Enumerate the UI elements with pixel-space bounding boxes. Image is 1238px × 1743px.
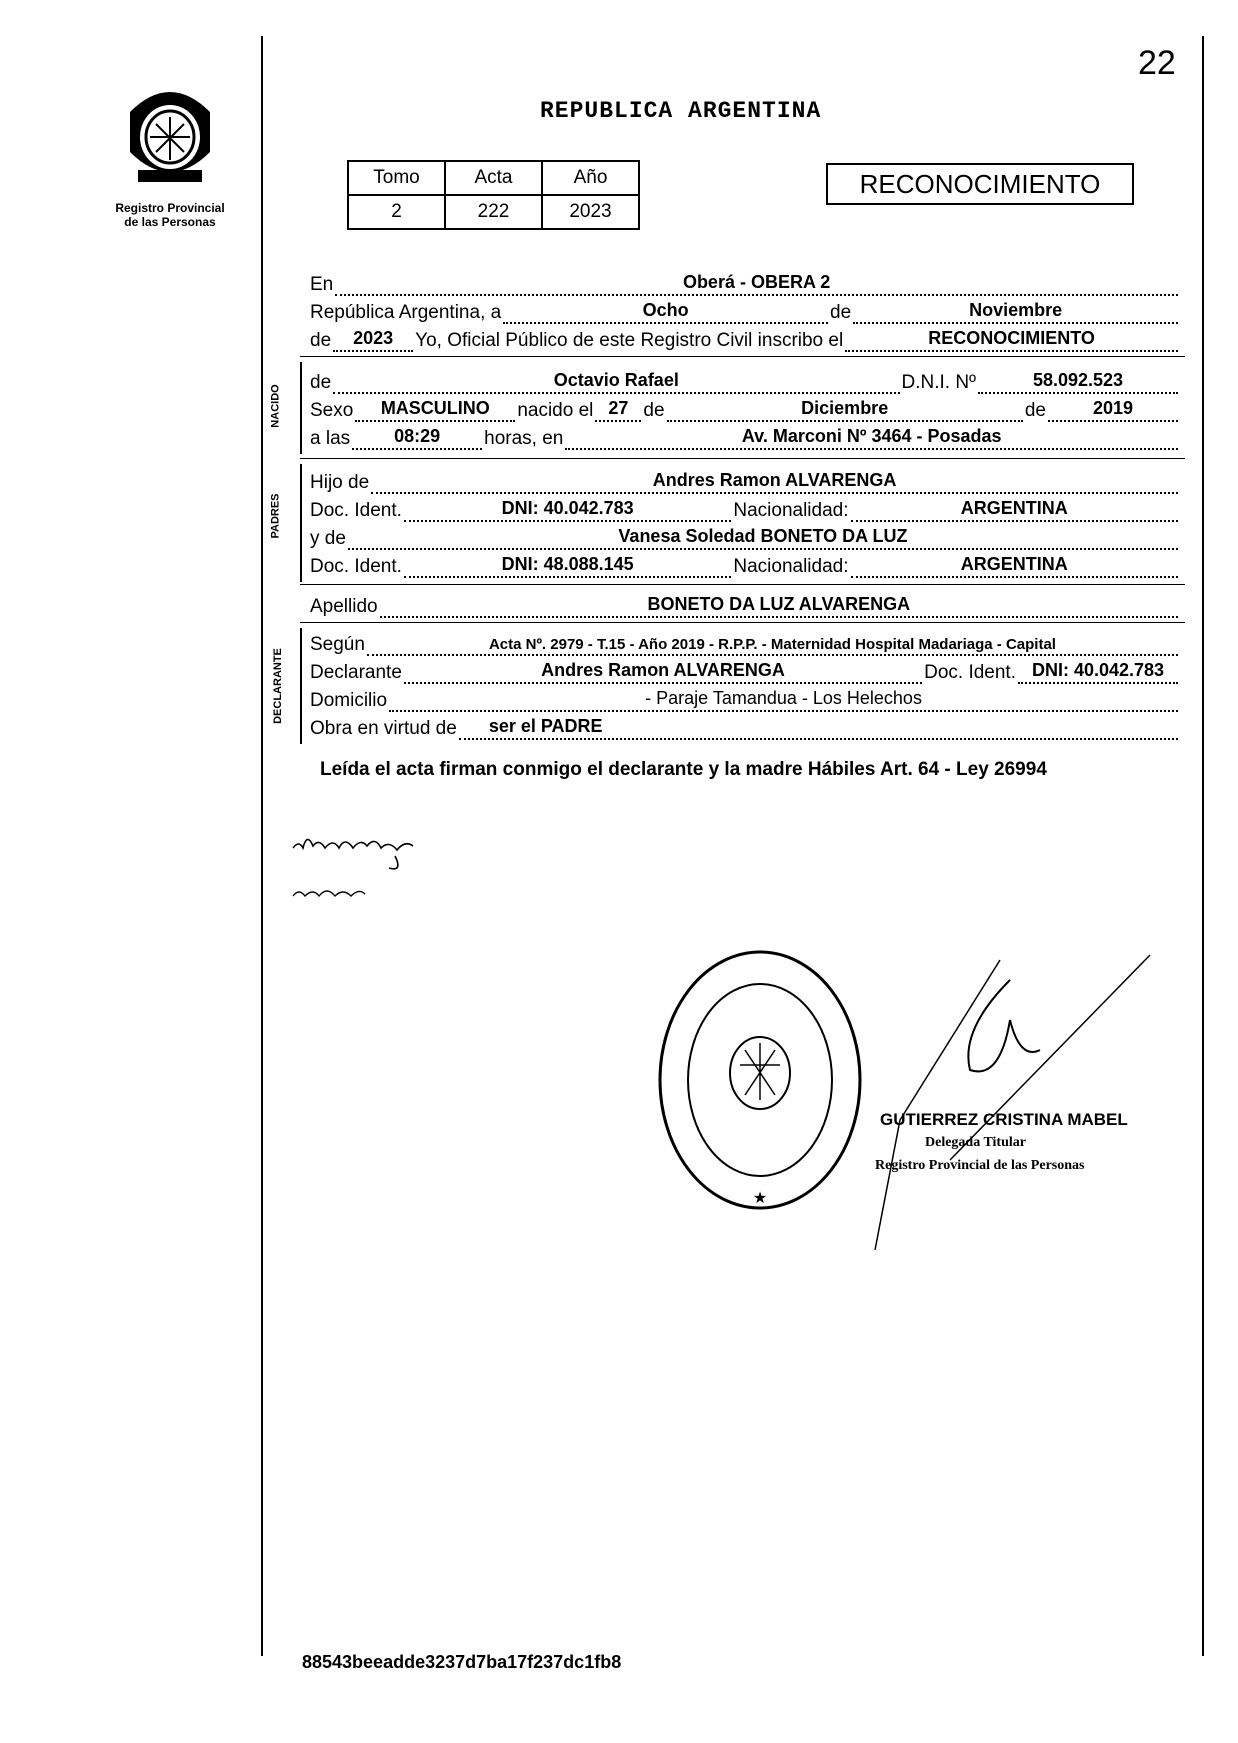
- section-declarante: DECLARANTE: [271, 648, 284, 724]
- row-declarante: [310, 656, 1180, 684]
- value-acta: 222: [445, 195, 542, 229]
- label-mother-nac: Nacionalidad:: [733, 556, 849, 577]
- value-year: 2023: [353, 328, 394, 348]
- divider-1: [300, 356, 1185, 357]
- label-en: En: [310, 274, 334, 295]
- value-place: Oberá - OBERA 2: [682, 272, 831, 292]
- value-birth-day: 27: [608, 398, 629, 418]
- value-mother: Vanesa Soledad BONETO DA LUZ: [618, 526, 908, 546]
- left-margin-line: [261, 36, 263, 1656]
- official-seal: [655, 945, 865, 1215]
- row-father-doc: [310, 494, 1180, 522]
- row-obra: [310, 712, 1180, 740]
- padres-bracket: [300, 464, 302, 582]
- signature-declarante: [285, 820, 485, 910]
- divider-4: [300, 622, 1185, 623]
- row-apellido: [310, 590, 1180, 618]
- label-domicilio: Domicilio: [310, 690, 388, 711]
- value-time: 08:29: [394, 426, 441, 446]
- value-birth-year: 2019: [1092, 398, 1134, 418]
- label-father-doc: Doc. Ident.: [310, 500, 402, 521]
- value-declarante-doc: DNI: 40.042.783: [1031, 660, 1165, 680]
- value-tomo: 2: [348, 195, 445, 229]
- label-de-2: de: [643, 400, 665, 421]
- divider-3: [300, 584, 1185, 585]
- label-de-nombre: de: [310, 372, 332, 393]
- value-obra: ser el PADRE: [488, 716, 603, 736]
- value-apellido: BONETO DA LUZ ALVARENGA: [647, 594, 911, 614]
- register-table: [347, 160, 640, 230]
- closing-note: Leída el acta firman conmigo el declarante y la madre Hábiles Art. 64 - Ley 26994: [320, 759, 1047, 780]
- label-a-las: a las: [310, 428, 351, 449]
- declarante-bracket: [300, 628, 302, 744]
- label-obra: Obra en virtud de: [310, 718, 457, 739]
- logo-caption-line-1: Registro Provincial: [115, 201, 225, 215]
- label-segun: Según: [310, 634, 365, 655]
- row-nacido-name: [310, 366, 1180, 394]
- header-ano: Año: [542, 161, 639, 195]
- row-nacido-hora: [310, 422, 1180, 450]
- label-father-nac: Nacionalidad:: [733, 500, 849, 521]
- official-office: Registro Provincial de las Personas: [875, 1158, 1085, 1173]
- act-type-box: RECONOCIMIENTO: [826, 163, 1134, 205]
- row-fecha: [310, 296, 1180, 324]
- label-declarante-doc: Doc. Ident.: [924, 662, 1016, 683]
- value-father-nac: ARGENTINA: [960, 498, 1068, 518]
- value-ano: 2023: [542, 195, 639, 229]
- label-declarante: Declarante: [310, 662, 402, 683]
- label-de-3: de: [1024, 400, 1046, 421]
- label-sexo: Sexo: [310, 400, 354, 421]
- label-hijo-de: Hijo de: [310, 472, 370, 493]
- value-father: Andres Ramon ALVARENGA: [652, 470, 897, 490]
- value-father-doc: DNI: 40.042.783: [501, 498, 634, 518]
- value-sexo: MASCULINO: [380, 398, 490, 418]
- row-nacido-sexo: [310, 394, 1180, 422]
- label-horas: horas, en: [484, 428, 564, 449]
- right-margin-line: [1202, 36, 1204, 1656]
- value-birth-place: Av. Marconi Nº 3464 - Posadas: [741, 426, 1002, 446]
- row-segun: [310, 628, 1180, 656]
- document-hash: 88543beeadde3237d7ba17f237dc1fb8: [302, 1652, 622, 1672]
- row-mother: [310, 522, 1180, 550]
- row-en: [310, 268, 1180, 296]
- value-mother-nac: ARGENTINA: [960, 554, 1068, 574]
- document-heading: REPUBLICA ARGENTINA: [540, 98, 822, 124]
- label-dni: D.N.I. Nº: [901, 372, 976, 393]
- value-mother-doc: DNI: 48.088.145: [501, 554, 634, 574]
- label-mother-doc: Doc. Ident.: [310, 556, 402, 577]
- row-inscribe: [310, 324, 1180, 352]
- value-child-name: Octavio Rafael: [553, 370, 679, 390]
- label-y-de: y de: [310, 528, 346, 549]
- value-child-dni: 58.092.523: [1032, 370, 1124, 390]
- header-tomo: Tomo: [348, 161, 445, 195]
- registry-logo: [100, 82, 240, 229]
- value-act: RECONOCIMIENTO: [928, 328, 1095, 348]
- nacido-bracket: [300, 362, 302, 454]
- value-day: Ocho: [642, 300, 689, 320]
- label-inscribe: Yo, Oficial Público de este Registro Civil inscribo el: [415, 330, 844, 351]
- value-segun: Acta Nº. 2979 - T.15 - Año 2019 - R.P.P. - Maternidad Hospital Madariaga - Capital: [488, 636, 1056, 653]
- logo-caption-line-2: de las Personas: [124, 215, 216, 229]
- label-apellido: Apellido: [310, 596, 378, 617]
- official-role: Delegada Titular: [925, 1135, 1026, 1150]
- svg-text:★: ★: [752, 1190, 768, 1207]
- label-de: de: [830, 302, 852, 323]
- row-mother-doc: [310, 550, 1180, 578]
- section-padres: PADRES: [269, 493, 282, 539]
- page-number: 22: [1138, 44, 1176, 82]
- label-republica: República Argentina, a: [310, 302, 502, 323]
- section-nacido: NACIDO: [269, 384, 282, 428]
- label-nacido-el: nacido el: [517, 400, 594, 421]
- divider-2: [300, 458, 1185, 459]
- official-name: GUTIERREZ CRISTINA MABEL: [880, 1110, 1128, 1129]
- label-year-prefix: de: [310, 330, 332, 351]
- value-birth-month: Diciembre: [801, 398, 889, 418]
- coat-of-arms-icon: [120, 82, 220, 192]
- value-month: Noviembre: [969, 300, 1063, 320]
- row-father: [310, 466, 1180, 494]
- value-domicilio: - Paraje Tamandua - Los Helechos: [645, 688, 922, 708]
- row-domicilio: [310, 684, 1180, 712]
- value-declarante: Andres Ramon ALVARENGA: [541, 660, 785, 680]
- header-acta: Acta: [445, 161, 542, 195]
